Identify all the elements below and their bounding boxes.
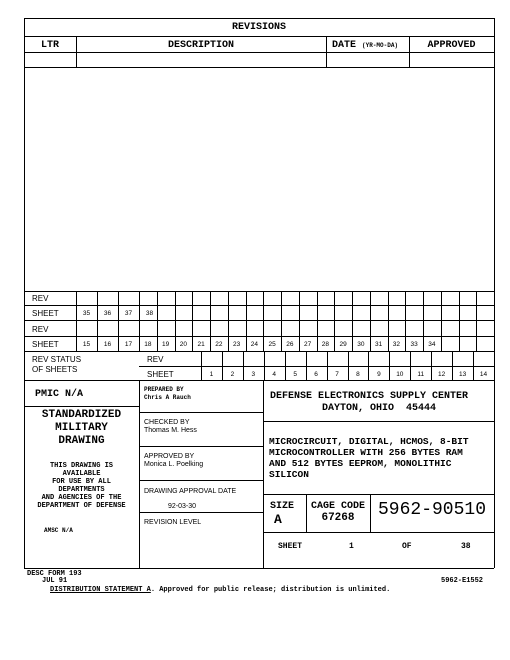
approved-by-name: Monica L. Poelking <box>144 461 204 468</box>
form-date: JUL 91 <box>42 577 68 585</box>
sheet-number-bottom: 31 <box>375 341 383 348</box>
approval-date-label: DRAWING APPROVAL DATE <box>144 488 237 495</box>
status-sheet-number: 1 <box>209 371 214 378</box>
sheet-number-bottom: 26 <box>286 341 294 348</box>
sheet-number-bottom: 25 <box>268 341 276 348</box>
checked-by-label: CHECKED BY <box>144 419 190 426</box>
agency-location: DAYTON, OHIO 45444 <box>322 403 437 414</box>
availability-statement: THIS DRAWING IS AVAILABLE FOR USE BY ALL DEPARTMENTS AND AGENCIES OF THE DEPARTMENT OF DEFENSE <box>37 462 126 510</box>
sheet-number-bottom: 15 <box>82 341 91 348</box>
pmic-label: PMIC N/A <box>35 389 84 400</box>
prepared-by-label: PREPARED BY <box>144 386 184 393</box>
sheet-number-bottom: 19 <box>162 341 170 348</box>
sheet-number-top: 35 <box>82 310 91 317</box>
sheet-value: 1 <box>349 542 354 551</box>
status-sheet-number: 7 <box>335 371 339 378</box>
standardized-military-drawing: STANDARDIZED MILITARY DRAWING <box>41 409 122 447</box>
amsc-label: AMSC N/A <box>44 527 73 534</box>
sheet-number-bottom: 30 <box>357 341 365 348</box>
approval-date: 92-03-30 <box>168 503 197 510</box>
status-sheet-number: 14 <box>479 371 488 378</box>
revision-level-label: REVISION LEVEL <box>144 519 202 526</box>
sheet-number-bottom: 22 <box>215 341 223 348</box>
sheet-number-bottom: 16 <box>103 341 112 348</box>
sheet-number-bottom: 28 <box>321 341 329 348</box>
sheet-number-bottom: 24 <box>250 341 258 348</box>
distribution-statement <box>50 586 390 594</box>
status-sheet-number: 13 <box>458 371 467 378</box>
status-sheet-number: 4 <box>272 371 277 378</box>
col-date-format: (YR-MO-DA) <box>362 42 399 49</box>
distribution-statement-text: . Approved for public release; distribution is unlimited. <box>150 586 391 594</box>
sheet-number-top: 38 <box>145 310 154 317</box>
of-sheets-label: OF SHEETS <box>32 365 78 374</box>
prepared-by-name: Chris A Rauch <box>144 394 191 401</box>
size-label: SIZE <box>270 501 295 512</box>
drawing-description: MICROCIRCUIT, DIGITAL, HCMOS, 8-BIT MICROCONTROLLER WITH 256 BYTES RAM AND 512 BYTES EEPROM, MONOLITHIC SILICON <box>269 436 469 480</box>
sheet-number-bottom: 27 <box>304 341 312 348</box>
checked-by-name: Thomas M. Hess <box>144 427 197 434</box>
status-sheet-number: 2 <box>230 371 235 378</box>
status-sheet-number: 5 <box>293 371 297 378</box>
sheet-number-top: 36 <box>103 310 112 317</box>
status-sheet-number: 8 <box>356 371 360 378</box>
sheet-label-top: SHEET <box>32 309 59 318</box>
sheet-number-bottom: 33 <box>410 341 418 348</box>
sheet-number-bottom: 18 <box>144 341 152 348</box>
size-value: A <box>274 512 282 527</box>
status-sheet-number: 9 <box>377 371 381 378</box>
distribution-statement-label: DISTRIBUTION STATEMENT A <box>50 586 151 594</box>
of-label: OF <box>402 542 412 551</box>
revisions-title: REVISIONS <box>231 22 286 33</box>
rev-label-bottom: REV <box>32 325 49 334</box>
sheet-number-bottom: 23 <box>233 341 241 348</box>
document-reference: 5962-E1552 <box>441 577 484 585</box>
sheet-number-bottom: 21 <box>197 341 205 348</box>
col-ltr: LTR <box>40 40 59 51</box>
status-sheet-number: 11 <box>417 371 425 378</box>
approved-by-label: APPROVED BY <box>144 453 195 460</box>
sheet-number-bottom: 32 <box>392 341 400 348</box>
sheet-number-bottom: 34 <box>428 341 436 348</box>
cage-code-label: CAGE CODE <box>310 501 365 512</box>
form-number: DESC FORM 193 <box>27 570 82 578</box>
cage-code-value: 67268 <box>321 512 355 524</box>
sheet-label: SHEET <box>278 542 303 551</box>
rev-status-label: REV STATUS <box>32 355 82 364</box>
col-approved: APPROVED <box>427 40 476 51</box>
sheet-number-bottom: 17 <box>124 341 133 348</box>
status-sheet-number: 3 <box>251 371 256 378</box>
rev-label-status: REV <box>147 355 164 364</box>
sheet-number-bottom: 29 <box>339 341 347 348</box>
sheet-number-top: 37 <box>124 310 133 317</box>
of-value: 38 <box>461 542 471 551</box>
status-sheet-number: 12 <box>438 371 446 378</box>
sheet-label-bottom: SHEET <box>32 340 59 349</box>
status-sheet-number: 6 <box>314 371 318 378</box>
col-date: DATE <box>332 40 357 51</box>
sheet-label-status: SHEET <box>147 370 174 379</box>
col-description: DESCRIPTION <box>167 40 234 51</box>
drawing-number: 5962-90510 <box>377 500 487 520</box>
sheet-number-bottom: 20 <box>179 341 187 348</box>
status-sheet-number: 10 <box>396 371 404 378</box>
rev-label-top: REV <box>32 294 49 303</box>
agency-name: DEFENSE ELECTRONICS SUPPLY CENTER <box>270 391 469 402</box>
